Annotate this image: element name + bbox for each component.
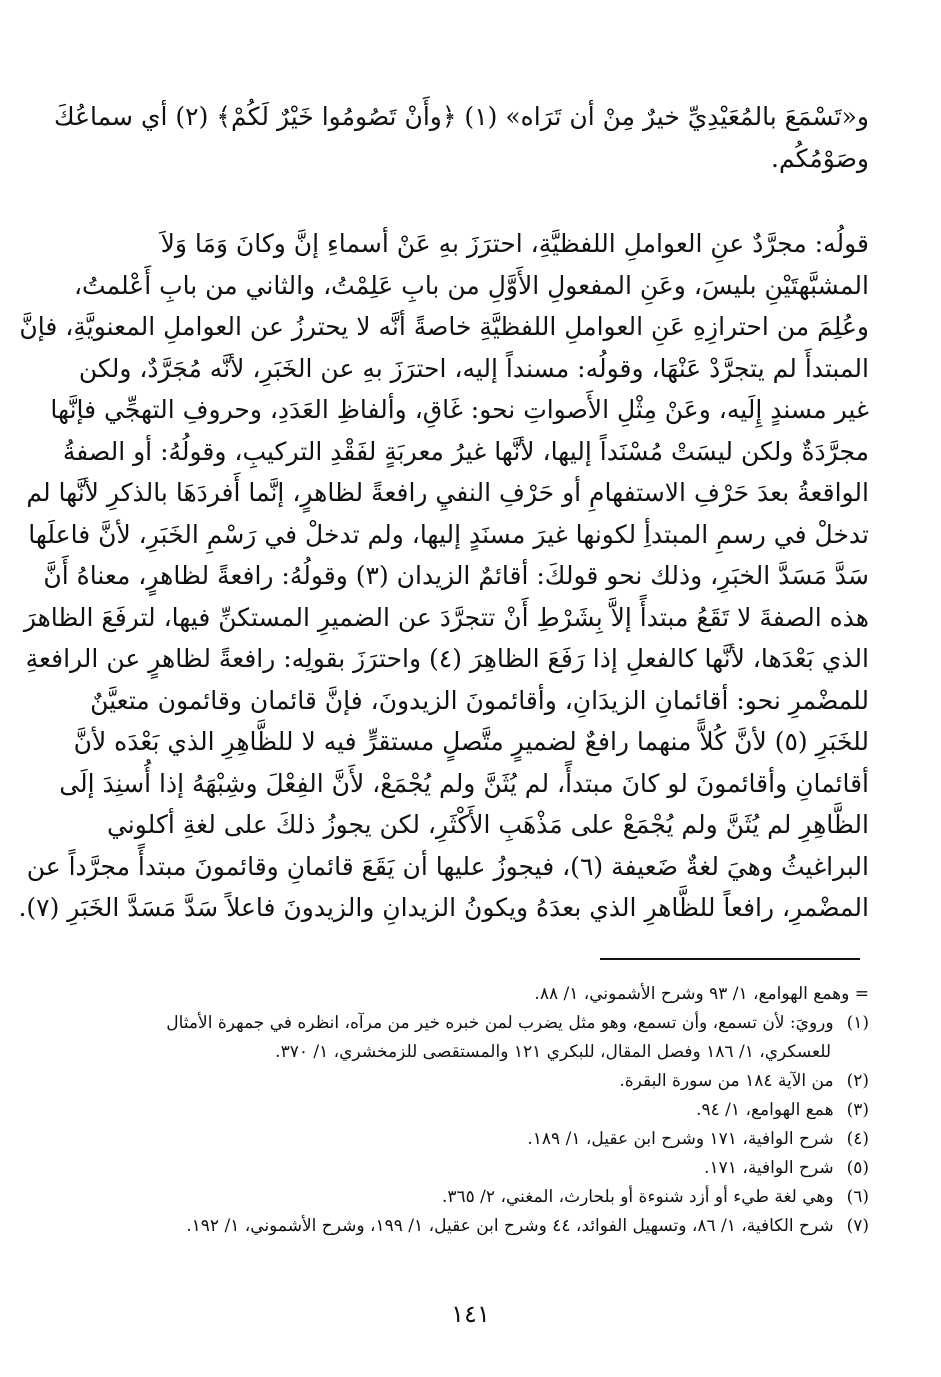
page-number: ١٤١ bbox=[451, 1300, 490, 1328]
footnote-4 bbox=[90, 1125, 869, 1154]
text-line: المشبَّهتَيْنِ بليسَ، وعَنِ المفعولِ الأَوَّلِ من بابِ عَلِمْتُ، والثاني من بابِ أَعْلمتُ، bbox=[73, 270, 869, 300]
footnote-text: شرح الكافية، ١/ ٨٦، وتسهيل الفوائد، ٤٤ وشرح ابن عقيل، ١/ ١٩٩، وشرح الأشموني، ١/ ١٩٢. bbox=[186, 1216, 834, 1236]
text-line: للخَبَرِ (٥) لأنَّ كُلاًّ منهما رافعٌ لضميرٍ متَّصلٍ مستقرٍّ فيه لا للظَّاهِرِ الذي بَعْدَه لأنَّ bbox=[73, 727, 869, 756]
text-line: هذه الصفةَ لا تَقَعُ مبتدأً إلاَّ بِشَرْطِ أَنْ تتجرَّدَ عن الضميرِ المستكنِّ فيها، لترفَعَ الظاهرَ bbox=[23, 602, 869, 632]
footnote-number: (٤) bbox=[846, 1129, 869, 1149]
text-line: المبتدأَ لم يتجرَّدْ عَنْهَا، وقولُه: مسنداً إليه، احترَزَ بهِ عن الخَبَرِ، لأنَّه مُجَرَّدٌ، ولكن bbox=[78, 353, 869, 383]
text-line: الظَّاهِرِ لم يُثَنَّ ولم يُجْمَعْ على مَذْهَبِ الأَكْثَرِ، لكن يجوزُ ذلكَ على لغةِ أكلوني bbox=[106, 810, 869, 839]
footnote-6 bbox=[90, 1183, 869, 1212]
footnote-number: (١) bbox=[846, 1013, 869, 1033]
text-line: الواقعةُ بعدَ حَرْفِ الاستفهامِ أو حَرْفِ النفيِ رافعةً لظاهرٍ، إنَّما أَفردَهَا بالذكرِ لأنَّها لم bbox=[26, 478, 869, 507]
footnote-continuation: = وهمع الهوامع، ١/ ٩٣ وشرح الأشموني، ١/ ٨٨. bbox=[534, 984, 869, 1004]
footnote-1 bbox=[90, 1009, 869, 1067]
text-line: و«تَسْمَعَ بالمُعَيْدِيِّ خيرٌ مِنْ أن تَرَاه» (١) ﴿وأَنْ تَصُومُوا خَيْرٌ لَكُمْ﴾ (٢) أي سماعُكَ bbox=[54, 102, 869, 131]
footnote-text: من الآية ١٨٤ من سورة البقرة. bbox=[619, 1071, 834, 1091]
text-line: وعُلِمَ من احترازِهِ عَنِ العواملِ اللفظيَّةِ خاصةً أنَّه لا يحترزُ عن العواملِ المعنويَّةِ، فإنَّ bbox=[19, 312, 869, 341]
footnote-text: همع الهوامع، ١/ ٩٤. bbox=[696, 1100, 834, 1120]
text-line: أقائمانِ وأقائمونَ لو كانَ مبتدأً، لم يُثَنَّ ولم يُجْمَعْ، لأَنَّ الفِعْلَ وشِبْهَهُ إذا أُسنِدَ إلَى bbox=[59, 768, 869, 798]
text-line: مجرَّدَةٌ ولكن ليسَتْ مُسْنَداً إليها، لأنَّها غيرُ معربَةٍ لفَقْدِ التركيبِ، وقولُهُ: أو الصفةُ bbox=[62, 436, 869, 466]
footnote-5 bbox=[90, 1154, 869, 1183]
text-line: المضْمرِ، رافعاً للظَّاهرِ الذي بعدَهُ ويكونُ الزيدانِ والزيدونَ فاعلاً سَدَّ مَسَدَّ الخَبَرِ (٧). bbox=[18, 893, 869, 922]
footnote-text: ورويَ: لأن تسمع، وأن تسمع، وهو مثل يضرب لمن خبره خير من مرآه، انظره في جمهرة الأمثال bbox=[166, 1013, 834, 1033]
text-line: قولُه: مجرَّدٌ عنِ العواملِ اللفظيَّةِ، احترَزَ بهِ عَنْ أسماءِ إنَّ وكانَ وَمَا وَلاَ bbox=[160, 229, 869, 258]
text-line: الذي بَعْدَها، لأنَّها كالفعلِ إذا رَفَعَ الظاهِرَ (٤) واحترَزَ بقولِه: رافعةً لظاهرٍ عن الرافعةِ bbox=[25, 644, 869, 673]
text-line: غير مسندٍ إِلَيه، وعَنْ مِثْلِ الأَصواتِ نحو: غَاقِ، وألفاظِ العَدَدِ، وحروفِ التهجِّي فإنَّها bbox=[50, 395, 869, 424]
footnote-number: (٥) bbox=[846, 1158, 869, 1178]
footnote-number: (٢) bbox=[846, 1071, 869, 1091]
footnote-text: شرح الوافية، ١٧١. bbox=[704, 1158, 834, 1178]
footnote-separator bbox=[600, 958, 860, 960]
footnote-number: (٦) bbox=[846, 1187, 869, 1207]
footnote-2 bbox=[90, 1067, 869, 1096]
footnote-3 bbox=[90, 1096, 869, 1125]
footnote-text: للعسكري، ١/ ١٨٦ وفصل المقال، للبكري ١٢١ والمستقصى للزمخشري، ١/ ٣٧٠. bbox=[275, 1042, 831, 1062]
footnote-number: (٧) bbox=[846, 1216, 869, 1236]
footnotes bbox=[90, 980, 869, 1241]
text-line: تدخلْ في رسمِ المبتدأِ لكونها غيرَ مسنَدٍ إليها، ولم تدخلْ في رَسْمِ الخَبَرِ، لأنَّ فاعلَها bbox=[28, 519, 869, 549]
footnote-text: وهي لغة طيء أو أزد شنوءة أو بلحارث، المغني، ٢/ ٣٦٥. bbox=[441, 1187, 834, 1207]
footnote-7 bbox=[90, 1212, 869, 1241]
footnote-number: (٣) bbox=[846, 1100, 869, 1120]
main-text bbox=[18, 96, 869, 929]
text-line: للمضْمرِ نحو: أقائمانِ الزيدَانِ، وأقائمونَ الزيدونَ، فإنَّ قائمان وقائمون متعيَّنٌ bbox=[90, 685, 869, 715]
paragraph-2 bbox=[18, 223, 869, 929]
text-line: البراغيثُ وهيَ لغةٌ ضَعيفة (٦)، فيجوزُ عليها أن يَقَعَ قائمانِ وقائمونَ مبتدأً مجرَّداً عن bbox=[26, 851, 869, 881]
footnote-text: شرح الوافية، ١٧١ وشرح ابن عقيل، ١/ ١٨٩. bbox=[527, 1129, 834, 1149]
paragraph-1 bbox=[54, 96, 869, 179]
text-line: وصَوْمُكُم. bbox=[771, 143, 869, 173]
text-line: سَدَّ مَسَدَّ الخبَرِ، وذلك نحو قولكَ: أقائمٌ الزيدان (٣) وقولُهُ: رافعةً لظاهرٍ، معناهُ أَنَّ bbox=[43, 561, 869, 590]
